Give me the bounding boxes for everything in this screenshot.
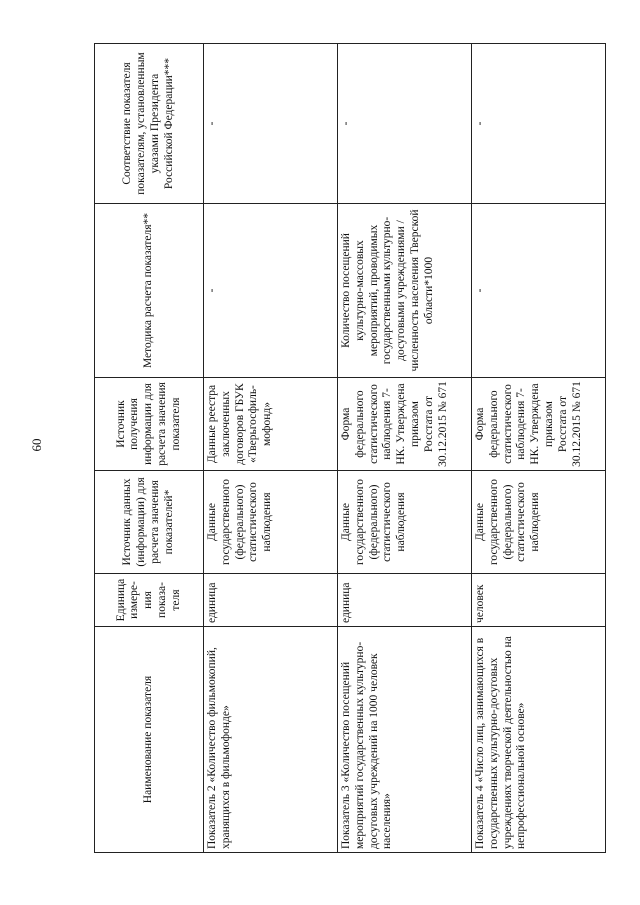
cell-indicator-name: Показатель 4 «Число лиц, занимающихся в государственных культурно-досуговых учреждениях творческой деятельностью на непрофессиональной основе» — [472, 627, 606, 853]
table-row — [472, 44, 606, 853]
cell-info-source: Форма федерального статистического наблюдения 7-НК. Утверждена приказом Росстата от 30.12.2015 № 671 — [338, 378, 472, 471]
header-compliance: Соответствие показателя показателям, установленным указами Президента Российской Федерации*** — [95, 44, 204, 204]
table-header-row — [95, 44, 204, 853]
cell-indicator-name: Показатель 3 «Количество посещений мероприятий государственных культурно-досуговых учреждений на 1000 человек населения» — [338, 627, 472, 853]
cell-indicator-name: Показатель 2 «Количество фильмокопий, хранящихся в фильмофонде» — [204, 627, 338, 853]
header-data-source: Источник данных (информации) для расчета значения показателей* — [95, 471, 204, 574]
cell-compliance: - — [472, 44, 606, 204]
table-row — [338, 44, 472, 853]
cell-method: - — [204, 204, 338, 378]
header-unit: Единица измере-ния показа-теля — [95, 574, 204, 627]
indicators-table — [94, 43, 606, 853]
cell-data-source: Данные государственного (федерального) статистического наблюдения — [472, 471, 606, 574]
header-indicator-name: Наименование показателя — [95, 627, 204, 853]
cell-compliance: - — [204, 44, 338, 204]
header-info-source: Источник получения информации для расчета значения показателя — [95, 378, 204, 471]
cell-info-source: Форма федерального статистического наблюдения 7-НК. Утверждена приказом Росстата от 30.12.2015 № 671 — [472, 378, 606, 471]
cell-method: Количество посещений культурно-массовых мероприятий, проводимых государственными культурно-досуговыми учреждениями / численность населения Тверской области*1000 — [338, 204, 472, 378]
cell-data-source: Данные государственного (федерального) статистического наблюдения — [204, 471, 338, 574]
table-row — [204, 44, 338, 853]
cell-compliance: - — [338, 44, 472, 204]
cell-info-source: Данные реестра заключенных договоров ГБУК «Тверьгосфиль-мофонд» — [204, 378, 338, 471]
cell-unit: человек — [472, 574, 606, 627]
cell-unit: единица — [204, 574, 338, 627]
cell-method: - — [472, 204, 606, 378]
header-method: Методика расчета показателя** — [95, 204, 204, 378]
cell-unit: единица — [338, 574, 472, 627]
indicators-table-container — [94, 44, 600, 853]
page-number: 60 — [29, 438, 44, 452]
cell-data-source: Данные государственного (федерального) статистического наблюдения — [338, 471, 472, 574]
